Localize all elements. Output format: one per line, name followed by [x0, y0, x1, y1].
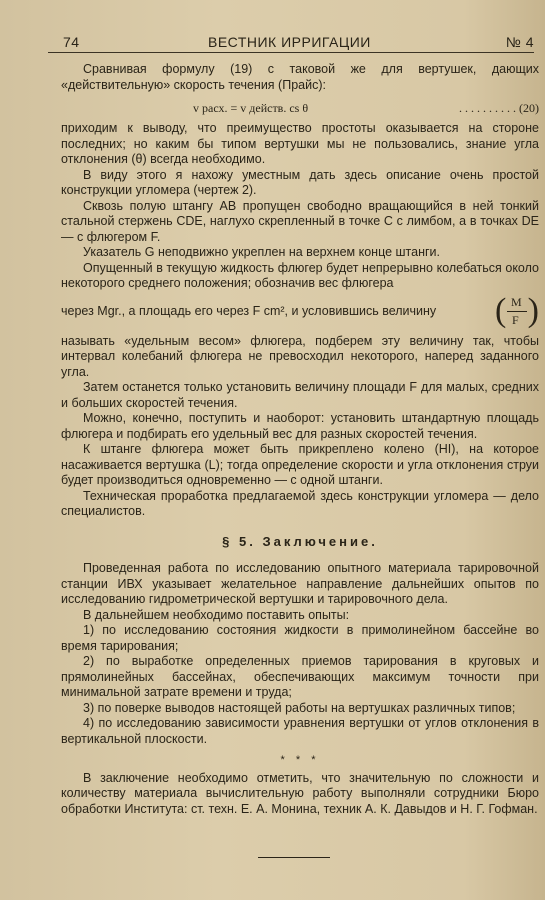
paragraph: Затем останется только установить величину площади F для малых, средних и больших скоростей течения. [61, 380, 539, 410]
end-rule [258, 857, 330, 858]
list-item: 1) по исследованию состояния жидкости в примолинейном бассейне во время тарирования; [61, 623, 539, 653]
paragraph: В дальнейшем необходимо поставить опыты: [83, 607, 350, 622]
paren-left: ( [495, 291, 507, 329]
section-separator-stars: * * * [280, 754, 320, 766]
paragraph: В виду этого я нахожу уместным дать здесь описание очень простой конструкции угломера (чертеж 2). [61, 167, 539, 197]
specific-weight-fraction [495, 292, 539, 332]
section-heading: § 5. Заключение. [222, 533, 378, 549]
journal-title: ВЕСТНИК ИРРИГАЦИИ [208, 34, 371, 50]
formula-number: . . . . . . . . . . (20) [459, 101, 539, 115]
issue-number: № 4 [505, 34, 534, 50]
article-body [61, 62, 539, 817]
paragraph: Сквозь полую штангу AB пропущен свободно вращающийся в ней тонкий стальной стержень CDE, наглухо скрепленный в точке C с лимбом, а в точках DE — с флюгером F. [61, 198, 539, 244]
paragraph: Техническая проработка предлагаемой здесь конструкции угломера — дело специалистов. [61, 488, 539, 518]
fraction-bar [507, 311, 527, 312]
paragraph: Указатель G неподвижно укреплен на верхнем конце штанги. [83, 245, 441, 259]
paragraph: Проведенная работа по исследованию опытного материала тарировочной станции ИВХ указывает желательное направление дальнейших опытов по исследованию гидрометрической вертушки и тарировочного дела. [61, 561, 539, 606]
paren-right: ) [527, 291, 539, 329]
paragraph: приходим к выводу, что преимущество простоты оказывается на стороне последних; но каким бы типом вертушки мы не пользовались, знание угла отклонения (θ) всегда необходимо. [61, 121, 539, 166]
list-item: 2) по выработке определенных приемов тарирования в круговых и прямолинейных бассейнах, обеспечивающих максимум точности при минимальной затрате времени и труда; [61, 654, 539, 699]
paragraph: К штанге флюгера может быть прикреплено колено (HI), на которое насаживается вертушка (L); тогда определение скорости и угла отклонения струи будет производиться одновременно — с одной штанги. [61, 442, 539, 487]
page-number: 74 [63, 34, 80, 50]
formula-expression: v расх. = v действ. cs θ [193, 101, 309, 115]
paragraph: Опущенный в текущую жидкость флюгер будет непрерывно колебаться около некоторого среднего положения; обозначив вес флюгера [61, 260, 539, 290]
fraction-numerator: M [511, 294, 522, 309]
paragraph: называть «удельным весом» флюгера, подберем эту величину так, чтобы интервал колебаний флюгера не превосходил некоторого, наперед заданного угла. [61, 333, 539, 379]
paragraph: Сравнивая формулу (19) с таковой же для вертушек, дающих «действительную» скорость течения (Прайс): [61, 62, 539, 92]
paragraph: В заключение необходимо отметить, что значительную по сложности и количеству материала вычислительную работу выполняли сотрудники Бюро обработки Института: ст. техн. Е. А. Монина, техник А. К. Давыдов и Н. Г. Гофман. [61, 770, 539, 816]
formula-20 [61, 97, 539, 119]
running-header [48, 30, 534, 53]
list-item: 4) по исследованию зависимости уравнения вертушки от углов отклонения в вертикальной плоскости. [61, 716, 539, 746]
paragraph-line: через Mgr., а площадь его через F cm², и условившись величину [61, 303, 437, 318]
list-item: 3) по поверке выводов настоящей работы на вертушках различных типов; [83, 700, 516, 715]
fraction-line [61, 292, 539, 334]
fraction-denominator: F [512, 312, 519, 327]
paragraph: Можно, конечно, поступить и наоборот: установить штандартную площадь флюгера и подбирать его удельный вес для разных скоростей течения. [61, 411, 539, 441]
